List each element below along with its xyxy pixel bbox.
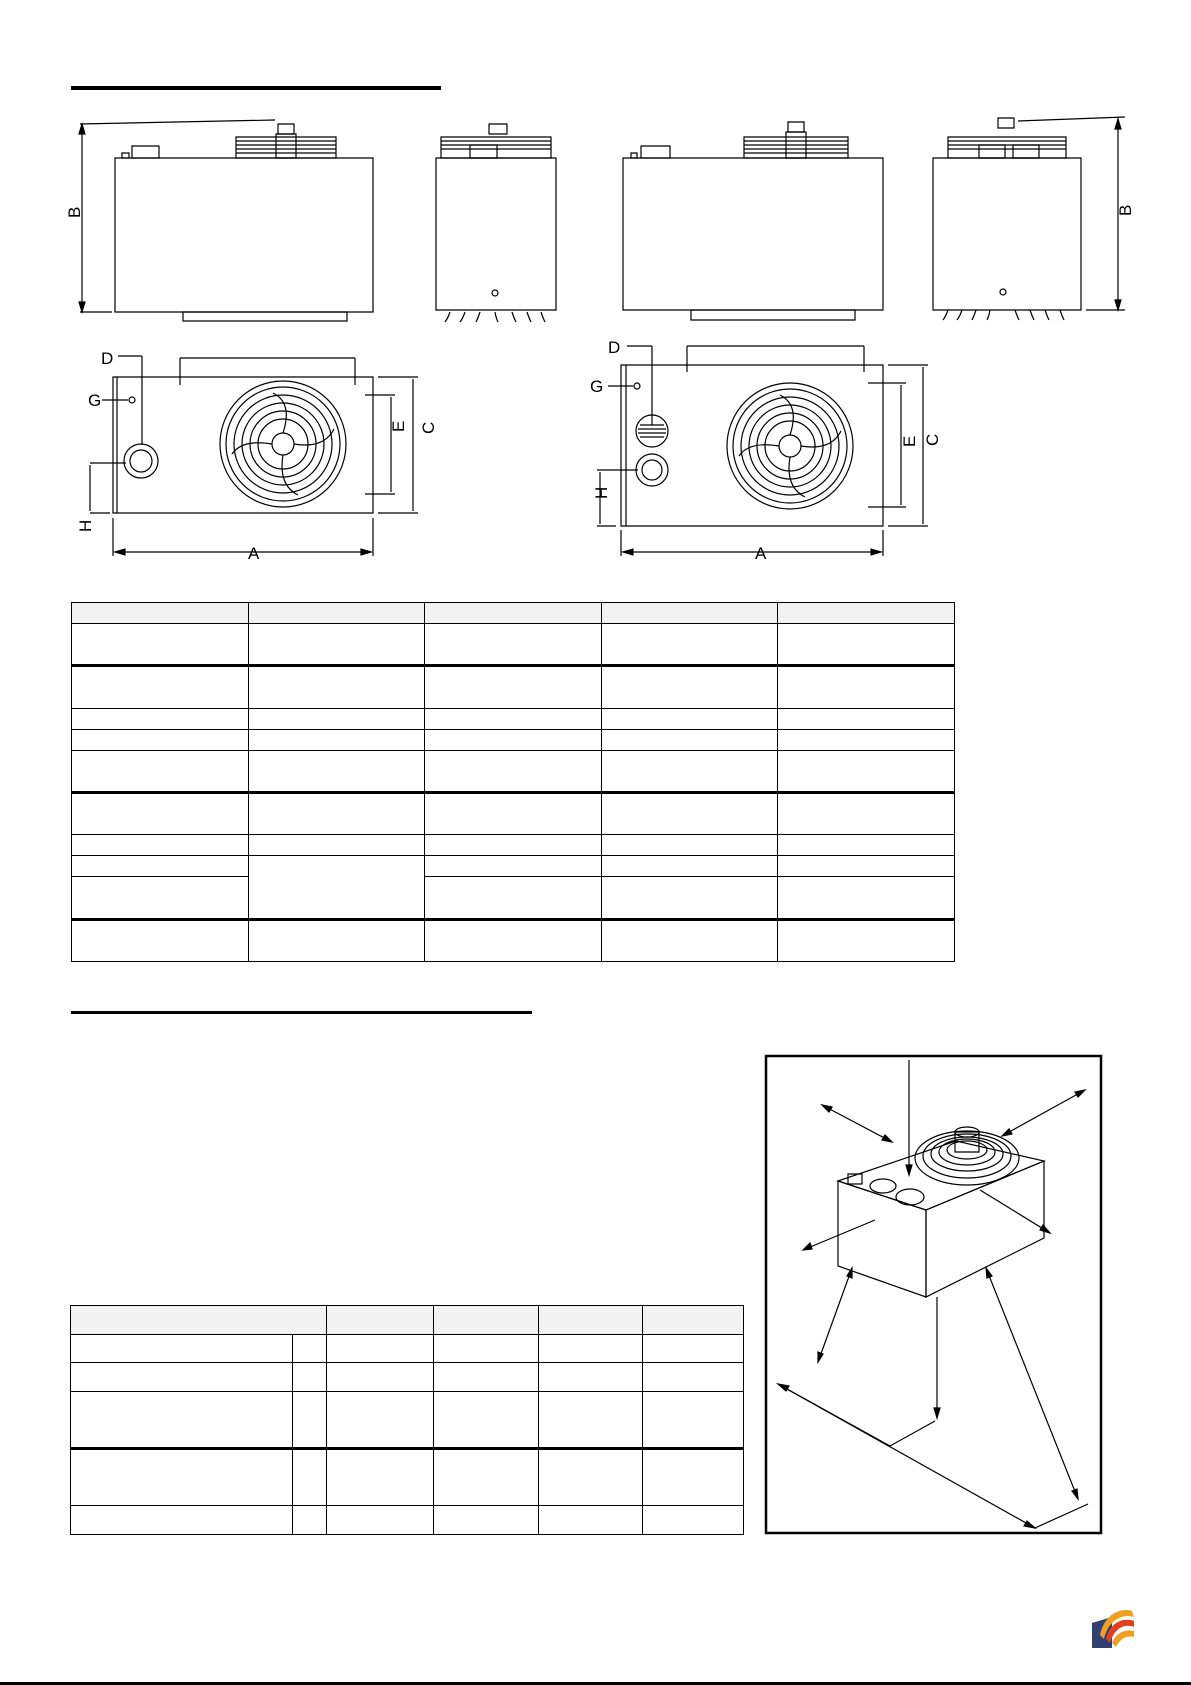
table-cell [71, 1449, 293, 1506]
table-row [72, 624, 955, 666]
unit2-fan-icon [727, 383, 853, 509]
table-cell [248, 624, 425, 666]
table-cell [434, 1506, 538, 1535]
table-cell [601, 919, 778, 961]
table-cell [72, 877, 249, 919]
table-cell [72, 666, 249, 708]
table-cell [601, 624, 778, 666]
header-cell [326, 1306, 434, 1335]
header-cell [778, 603, 955, 624]
table-cell [425, 793, 602, 835]
table-cell [326, 1506, 434, 1535]
label-A-unit1: A [248, 544, 260, 563]
table-cell [248, 750, 425, 792]
table-cell [72, 793, 249, 835]
table-cell [778, 708, 955, 729]
table-cell [248, 729, 425, 750]
table-cell [601, 835, 778, 856]
table-cell [326, 1449, 434, 1506]
clearance-table [70, 1305, 744, 1535]
label-D-unit2: D [608, 338, 621, 357]
table-row [72, 729, 955, 750]
unit2-plan [597, 346, 928, 556]
plan-views-drawing [0, 330, 1191, 563]
table-cell [778, 856, 955, 877]
merged-cell [248, 856, 425, 919]
table-row [72, 919, 955, 961]
unit1-side-elevation [436, 124, 556, 322]
label-B-right: B [1116, 204, 1135, 216]
table-row [72, 793, 955, 835]
company-logo-icon [1090, 1605, 1135, 1650]
table-cell [293, 1363, 327, 1392]
table-cell [293, 1506, 327, 1535]
table-cell [425, 835, 602, 856]
table-cell [538, 1334, 642, 1363]
table-cell [425, 856, 602, 877]
table-header-row [72, 603, 955, 624]
table-cell [778, 750, 955, 792]
table-cell [72, 919, 249, 961]
table-cell [72, 708, 249, 729]
table-cell [778, 793, 955, 835]
table-cell [293, 1449, 327, 1506]
table-row [71, 1449, 744, 1506]
table-cell [601, 729, 778, 750]
table-cell [538, 1449, 642, 1506]
table-cell [425, 624, 602, 666]
table-cell [248, 835, 425, 856]
table-cell [778, 877, 955, 919]
table-cell [326, 1334, 434, 1363]
table-row [72, 750, 955, 792]
unit2-side-elevation [933, 117, 1125, 320]
table-row [72, 877, 955, 919]
table-cell [434, 1449, 538, 1506]
label-E-unit2: E [900, 435, 919, 447]
table-cell [425, 919, 602, 961]
table-cell [643, 1334, 744, 1363]
table-cell [248, 919, 425, 961]
table-cell [293, 1391, 327, 1448]
header-cell [72, 603, 249, 624]
table-row [71, 1363, 744, 1392]
table-row [72, 856, 955, 877]
table-cell [71, 1391, 293, 1448]
header-cell [434, 1306, 538, 1335]
table-cell [643, 1506, 744, 1535]
table-cell [643, 1391, 744, 1448]
table-cell [248, 666, 425, 708]
elevation-views-drawing [0, 100, 1191, 330]
isometric-clearance-figure [765, 1055, 1103, 1535]
header-cell [425, 603, 602, 624]
table-cell [425, 708, 602, 729]
table-cell [72, 835, 249, 856]
table-cell [71, 1363, 293, 1392]
table-cell [71, 1334, 293, 1363]
label-H-unit2: H [592, 486, 611, 499]
table-cell [778, 666, 955, 708]
table-cell [601, 793, 778, 835]
table-cell [538, 1506, 642, 1535]
unit1-grille [236, 124, 336, 158]
table-cell [72, 729, 249, 750]
table-cell [425, 729, 602, 750]
unit1-fan-icon [220, 381, 346, 507]
table-cell [293, 1334, 327, 1363]
label-E-unit1: E [389, 420, 408, 432]
header-cell [538, 1306, 642, 1335]
table-cell [601, 708, 778, 729]
table-cell [778, 624, 955, 666]
table-cell [601, 666, 778, 708]
clearances-heading-rule [71, 1011, 532, 1014]
table-cell [72, 624, 249, 666]
table-row [72, 835, 955, 856]
header-cell [643, 1306, 744, 1335]
table-cell [538, 1363, 642, 1392]
table-cell [326, 1391, 434, 1448]
table-cell [434, 1391, 538, 1448]
label-G-unit1: G [88, 391, 102, 410]
table-cell [71, 1506, 293, 1535]
table-cell [778, 835, 955, 856]
table-cell [643, 1449, 744, 1506]
table-cell [425, 666, 602, 708]
label-A-unit2: A [755, 544, 767, 563]
label-D-unit1: D [101, 349, 114, 368]
table-cell [778, 919, 955, 961]
table-header-row [71, 1306, 744, 1335]
table-cell [72, 856, 249, 877]
table-row [71, 1391, 744, 1448]
label-C-unit2: C [923, 433, 942, 446]
table-cell [425, 750, 602, 792]
isometric-unit [838, 1127, 1044, 1297]
table-cell [248, 793, 425, 835]
table-cell [601, 856, 778, 877]
label-B-left: B [65, 206, 84, 218]
table-row [72, 666, 955, 708]
table-cell [248, 708, 425, 729]
table-cell [434, 1334, 538, 1363]
label-C-unit1: C [419, 421, 438, 434]
table-row [71, 1506, 744, 1535]
table-cell [643, 1363, 744, 1392]
table-cell [538, 1391, 642, 1448]
table-cell [434, 1363, 538, 1392]
unit2-front-elevation [623, 122, 883, 320]
table-cell [72, 750, 249, 792]
header-cell [601, 603, 778, 624]
table-cell [601, 877, 778, 919]
header-cell [71, 1306, 327, 1335]
table-cell [778, 729, 955, 750]
table-row [72, 708, 955, 729]
unit1-plan [90, 356, 418, 556]
table-cell [425, 877, 602, 919]
table-cell [326, 1363, 434, 1392]
unit1-front-elevation [79, 120, 373, 321]
dimensions-heading-rule [71, 86, 441, 90]
dimensions-table [71, 602, 955, 962]
table-row [71, 1334, 744, 1363]
label-G-unit2: G [590, 377, 604, 396]
header-cell [248, 603, 425, 624]
label-H-unit1: H [76, 519, 95, 532]
table-cell [601, 750, 778, 792]
